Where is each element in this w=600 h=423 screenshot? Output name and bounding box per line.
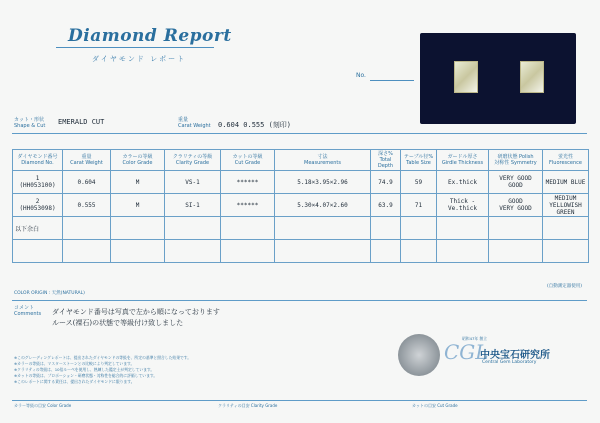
- table-row: [13, 217, 589, 240]
- row2-depth: 63.9: [371, 194, 401, 217]
- footer-divider: [12, 400, 587, 401]
- row2-fluorescence: MEDIUM YELLOWISH GREEN: [543, 194, 589, 217]
- col-cut-grade: カットの等級 Cut Grade: [221, 150, 275, 171]
- col-diamond-no: ダイヤモンド番号 Diamond No.: [13, 150, 63, 171]
- cgl-logo: CGL: [444, 340, 489, 364]
- row1-polish-symmetry: VERY GOOD GOOD: [489, 171, 543, 194]
- row1-clarity: VS-1: [165, 171, 221, 194]
- table-row: [13, 171, 589, 194]
- row1-measurements: 5.18×3.95×2.96: [275, 171, 371, 194]
- report-number-label: No.: [356, 72, 366, 79]
- diamond-2-image: [520, 61, 544, 93]
- table-header-row: [13, 150, 589, 171]
- fine-print: ※このグレーディングレポートは、提出されたダイヤモンドの等級を、所定の基準と照合した結果です。 ※カラーの等級は、マスターストーンとの比較により判定しています。 ※クラリティの等級は、10倍ルーペを使用し、熟練した鑑定士が判定しています。 ※カットの等級は、プロポーション・研磨状態・対称性を総合的に評価しています。 ※このレポートに関する責任は、提出されたダイヤモンドに限ります。: [14, 355, 192, 384]
- cut-scale-label: カットの目安 Cut Grade: [412, 403, 458, 408]
- row1-depth: 74.9: [371, 171, 401, 194]
- table-row: [13, 240, 589, 263]
- color-scale-label: カラー等級の目安 Color Grade: [14, 403, 72, 408]
- remark-cell: 以下余白: [13, 217, 63, 240]
- header-divider: [12, 133, 587, 134]
- shape-label-jp: カット・形状: [14, 117, 44, 123]
- col-clarity-grade: クラリティの等級 Clarity Grade: [165, 150, 221, 171]
- report-subtitle: ダイヤモンド レポート: [92, 55, 187, 63]
- color-origin: COLOR ORIGIN : 天然(NATURAL): [14, 291, 85, 296]
- weight-value: 0.604 0.555 (刻印): [218, 121, 292, 129]
- col-fluorescence: 蛍光性 Fluorescence: [543, 150, 589, 171]
- comment-line-2: ルース(裸石)の状態で等級付け致しました: [52, 319, 184, 327]
- report-title: Diamond Report: [68, 26, 232, 46]
- auto-measure-note: (自動測定器使用): [546, 284, 582, 289]
- col-total-depth: 深さ% Total Depth: [371, 150, 401, 171]
- table-row: [13, 194, 589, 217]
- col-table-size: テーブル径% Table Size: [401, 150, 437, 171]
- comment-line-1: ダイヤモンド番号は写真で左から順になっております: [52, 308, 220, 316]
- lab-name-jp: 中央宝石研究所: [480, 350, 550, 361]
- diamond-1-image: [454, 61, 478, 93]
- row2-cut: ******: [221, 194, 275, 217]
- row1-table: 59: [401, 171, 437, 194]
- comments-label: コメント Comments: [14, 305, 42, 317]
- col-measurements: 寸法 Measurements: [275, 150, 371, 171]
- report-number-line: [370, 80, 414, 81]
- col-girdle: ガードル厚さ Girdle Thickness: [437, 150, 489, 171]
- col-polish-symmetry: 研磨状態 Polish 対称性 Symmetry: [489, 150, 543, 171]
- row1-no: 1 (HH053100): [13, 171, 63, 194]
- weight-label-jp: 重量: [178, 117, 189, 123]
- row2-clarity: SI-1: [165, 194, 221, 217]
- weight-label-en: Carat Weight: [178, 123, 211, 129]
- row2-girdle: Thick - Ve.thick: [437, 194, 489, 217]
- clarity-scale-label: クラリティの目安 Clarity Grade: [218, 403, 278, 408]
- row2-measurements: 5.30×4.07×2.60: [275, 194, 371, 217]
- shape-value: EMERALD CUT: [58, 118, 105, 126]
- row1-color: M: [111, 171, 165, 194]
- row2-color: M: [111, 194, 165, 217]
- row1-girdle: Ex.thick: [437, 171, 489, 194]
- col-color-grade: カラーの等級 Color Grade: [111, 150, 165, 171]
- row1-fluorescence: MEDIUM BLUE: [543, 171, 589, 194]
- grading-table: [12, 149, 589, 263]
- row2-weight: 0.555: [63, 194, 111, 217]
- row2-table: 71: [401, 194, 437, 217]
- lab-founded: 昭和47年 創立: [462, 336, 488, 341]
- shape-label-en: Shape & Cut: [14, 123, 46, 129]
- title-underline: [56, 47, 214, 48]
- embossed-seal-icon: [398, 334, 440, 376]
- lab-name-en: Central Gem Laboratory: [482, 360, 537, 365]
- comments-divider: [12, 300, 587, 301]
- col-carat-weight: 重量 Carat Weight: [63, 150, 111, 171]
- diamond-photo: [420, 33, 576, 124]
- row2-no: 2 (HH053098): [13, 194, 63, 217]
- row2-polish-symmetry: GOOD VERY GOOD: [489, 194, 543, 217]
- row1-weight: 0.604: [63, 171, 111, 194]
- row1-cut: ******: [221, 171, 275, 194]
